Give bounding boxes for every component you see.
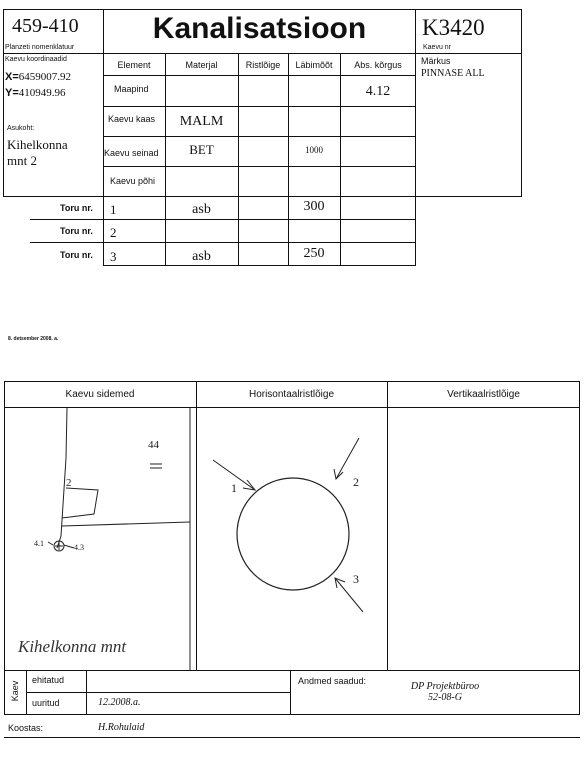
page-title: Kanalisatsioon xyxy=(152,12,367,45)
footer-author-label: Koostas: xyxy=(8,723,44,733)
panel-title-horisontaal: Horisontaalristlõige xyxy=(248,389,335,400)
coord-y xyxy=(5,87,66,99)
footer-data-label: Andmed saadud: xyxy=(298,676,367,686)
pipe-no-3: 3 xyxy=(110,249,117,264)
sketch-num-2: 2 xyxy=(66,477,72,489)
pipe-label-2: Toru nr. xyxy=(60,226,93,236)
pipe-no-1: 1 xyxy=(110,202,117,217)
col-header-height: Abs. kõrgus xyxy=(354,60,402,70)
pipe-diameter-1: 300 xyxy=(303,199,325,214)
row-seinad-diameter: 1000 xyxy=(305,145,323,155)
coord-x-value: 6459007.92 xyxy=(18,71,72,83)
footer-built-label: ehitatud xyxy=(32,675,65,685)
pipe-label-drawing-3: 3 xyxy=(353,572,359,586)
row-maapind-height: 4.12 xyxy=(365,84,391,99)
row-label-seinad: Kaevu seinad xyxy=(104,148,159,158)
col-header-cross: Ristlõige xyxy=(245,60,281,70)
coord-x-label: X= xyxy=(5,71,19,83)
footer-author-line xyxy=(4,737,580,738)
location-line1: Kihelkonna xyxy=(7,137,68,152)
well-no-value: K3420 xyxy=(422,15,485,40)
coord-y-value: 410949.96 xyxy=(18,87,66,99)
sketch-label-b: 4.3 xyxy=(74,543,84,552)
footer-surveyed-label: uuritud xyxy=(32,698,60,708)
remarks-value: PINNASE ALL xyxy=(421,68,485,79)
horizontal-section-drawing xyxy=(197,408,387,670)
row-seinad-material: BET xyxy=(189,142,214,157)
well-circle xyxy=(237,478,349,590)
pipe-label-drawing-2: 2 xyxy=(353,475,359,489)
coord-x xyxy=(5,71,71,83)
row-label-kaas: Kaevu kaas xyxy=(108,114,156,124)
pipe-diameter-3: 250 xyxy=(303,246,325,261)
sketch-label-a: 4.1 xyxy=(34,539,44,548)
row-label-maapind: Maapind xyxy=(114,84,149,94)
pipe-material-3: asb xyxy=(192,249,211,264)
footer-surveyed-value: 12.2008.a. xyxy=(98,697,141,708)
panel-title-sidemed: Kaevu sidemed xyxy=(65,389,135,400)
location-line2: mnt 2 xyxy=(7,153,37,168)
col-header-diameter: Läbimõõt xyxy=(295,60,333,70)
date-note: 8. detsember 2008. a. xyxy=(8,336,59,342)
panel-title-vertikaal: Vertikaalristlõige xyxy=(447,389,520,400)
nomenclature-label: Planzeti nomenklatuur xyxy=(5,44,75,51)
location-label: Asukoht: xyxy=(7,125,35,132)
footer-kaev-label: Kaev xyxy=(10,680,20,702)
connections-sketch xyxy=(4,408,196,670)
footer-author-value: H.Rohulaid xyxy=(98,722,145,733)
col-header-material: Materjal xyxy=(185,60,218,70)
sketch-street: Kihelkonna mnt xyxy=(18,637,127,656)
pipe-label-1: Toru nr. xyxy=(60,203,93,213)
pipe-label-3: Toru nr. xyxy=(60,250,93,260)
remarks-label: Märkus xyxy=(421,56,451,66)
pipe-no-2: 2 xyxy=(110,225,117,240)
sketch-num-44: 44 xyxy=(148,439,159,451)
col-header-element: Element xyxy=(117,60,151,70)
pipe-label-drawing-1: 1 xyxy=(231,481,237,495)
footer-data-value-1: DP Projektbüroo xyxy=(410,681,480,692)
well-no-label: Kaevu nr xyxy=(423,44,452,51)
coord-y-label: Y= xyxy=(5,87,19,99)
pipe-material-1: asb xyxy=(192,202,211,217)
footer-data-value-2: 52-08-G xyxy=(428,692,462,703)
nomenclature-value: 459-410 xyxy=(12,15,79,37)
coords-label: Kaevu koordinaadid xyxy=(5,56,67,63)
row-kaas-material: MALM xyxy=(179,114,224,129)
row-label-pohi: Kaevu põhi xyxy=(110,176,156,186)
